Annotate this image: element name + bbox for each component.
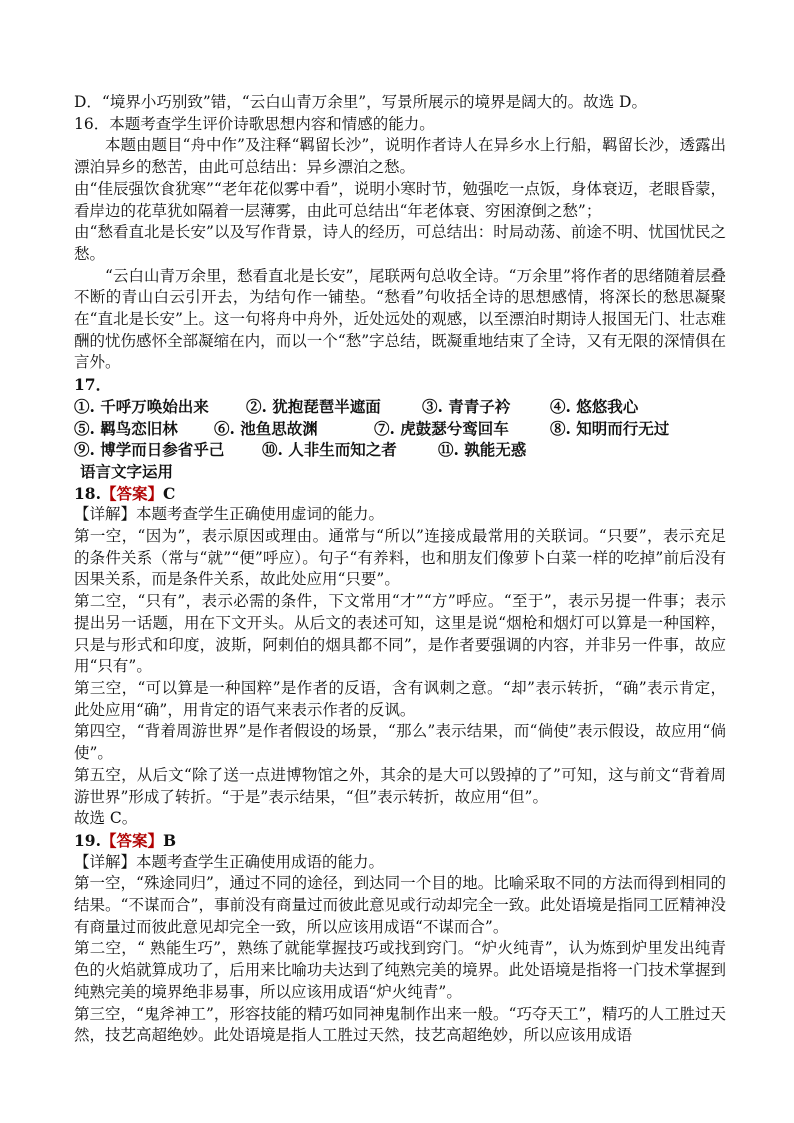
q17-answers-row-3 <box>74 439 726 461</box>
q18-answer-line <box>74 483 726 505</box>
q17-answer-5: ⑤. 羁鸟恋旧林 <box>74 418 178 438</box>
q17-answer-8: ⑧. 知明而行无过 <box>550 418 670 438</box>
q18-paragraph-5: 第五空，从后文“除了送一点进博物馆之外，其余的是大可以毁掉的了”可知，这与前文“背着周游世界”形成了转折。“于是”表示结果，“但”表示转折，故应用“但”。 <box>74 765 726 806</box>
q17-answer-9: ⑨. 博学而日参省乎己 <box>74 440 225 460</box>
q17-answer-2: ②. 犹抱琵琶半遮面 <box>246 396 381 416</box>
q17-answer-11: ⑪. 孰能无惑 <box>438 440 527 460</box>
q16-paragraph-1: 本题由题目“舟中作”及注释“羁留长沙”，说明作者诗人在异乡水上行船，羁留长沙，透露出漂泊异乡的愁苦，由此可总结出：异乡漂泊之愁。 <box>74 136 726 177</box>
document-page <box>74 92 726 1047</box>
q16-heading: 16．本题考查学生评价诗歌思想内容和情感的能力。 <box>74 114 435 133</box>
q16-paragraph-2: 由“佳辰强饮食犹寒”“老年花似雾中看”，说明小寒时节，勉强吃一点饭，身体衰迈，老眼昏蒙，看岸边的花草犹如隔着一层薄雾，由此可总结出“年老体衰、穷困潦倒之愁”； <box>74 179 726 220</box>
q17-answers-row-2 <box>74 418 726 440</box>
q17-answer-1: ①. 千呼万唤始出来 <box>74 396 209 416</box>
q17-answers-row-1 <box>74 396 726 418</box>
q15-option-d: D．“境界小巧别致”错，“云白山青万余里”，写景所展示的境界是阔大的。故选 D。 <box>74 93 647 111</box>
q18-paragraph-1: 第一空，“因为”，表示原因或理由。通常与“所以”连接成最常用的关联词。“只要”，表示充足的条件关系（常与“就”“便”呼应）。句子“有养料，也和朋友们像萝卜白菜一样的吃掉”前后没有因果关系，而是条件关系，故此处应用“只要”。 <box>74 527 726 589</box>
q18-paragraph-2: 第二空，“只有”，表示必需的条件，下文常用“才”“方”呼应。“至于”，表示另提一件事；表示提出另一话题，用在下文开头。从后文的表述可知，这里是说“烟枪和烟灯可以算是一种国粹，只是与形式和印度，波斯，阿剌伯的烟具都不同”，是作者要强调的内容，并非另一件事，故应用“只有”。 <box>74 592 726 676</box>
q18-number: 18. <box>74 483 101 503</box>
q18-paragraph-4: 第四空，“背着周游世界”是作者假设的场景，“那么”表示结果，而“倘使”表示假设，故应用“倘使”。 <box>74 722 726 763</box>
q17-answer-10: ⑩. 人非生而知之者 <box>262 440 397 460</box>
q19-paragraph-3: 第三空，“鬼斧神工”，形容技能的精巧如同神鬼制作出来一般。“巧夺天工”，精巧的人工胜过天然，技艺高超绝妙。此处语境是指人工胜过天然，技艺高超绝妙，所以应该用成语 <box>74 1004 726 1045</box>
q19-answer-line <box>74 830 726 852</box>
q18-detail-text: 本题考查学生正确使用虚词的能力。 <box>136 505 385 524</box>
q16-paragraph-4: “云白山青万余里，愁看直北是长安”，尾联两句总收全诗。“万余里”将作者的思绪随着层叠不断的青山白云引开去，为结句作一铺垫。“愁看”句收括全诗的思想感情，将深长的愁思凝聚在“直北是长安”上。这一句将舟中舟外，近处远处的观感，以至漂泊时期诗人报国无门、壮志难酬的忧伤感怀全部凝缩在内，而以一个“愁”字总结，既凝重地结束了全诗，又有无限的深情俱在言外。 <box>74 266 726 372</box>
q18-answer-value: C <box>162 483 176 503</box>
q18-detail-tag: 【详解】 <box>74 505 137 524</box>
q19-detail-text: 本题考查学生正确使用成语的能力。 <box>136 852 385 871</box>
q19-answer-value: B <box>162 830 177 850</box>
q19-number: 19. <box>74 830 101 850</box>
q19-answer-tag: 【答案】 <box>100 830 163 850</box>
q18-answer-tag: 【答案】 <box>100 483 163 503</box>
section-heading: 语言文字运用 <box>80 461 174 481</box>
q18-paragraph-3: 第三空，“可以算是一种国粹”是作者的反语，含有讽刺之意。“却”表示转折，“确”表示肯定，此处应用“确”，用肯定的语气来表示作者的反讽。 <box>74 678 726 719</box>
q17-answer-3: ③. 青青子衿 <box>422 396 511 416</box>
q16-paragraph-3: 由“愁看直北是长安”以及写作背景，诗人的经历，可总结出：时局动荡、前途不明、忧国忧民之愁。 <box>74 223 726 263</box>
q19-paragraph-1: 第一空，“殊途同归”，通过不同的途径，到达同一个目的地。比喻采取不同的方法而得到相同的结果。“不谋而合”，事前没有商量过而彼此意见或行动却完全一致。此处语境是指同工匠精神没有商量过而彼此意见却完全一致，所以应该用成语“不谋而合”。 <box>74 874 726 936</box>
q19-detail-tag: 【详解】 <box>74 852 137 871</box>
q17-answer-7: ⑦. 虎鼓瑟兮鸾回车 <box>374 418 509 438</box>
q17-answer-6: ⑥. 池鱼思故渊 <box>214 418 318 438</box>
q19-paragraph-2: 第二空，“ 熟能生巧”，熟练了就能掌握技巧或找到窍门。“炉火纯青”，认为炼到炉里发出纯青色的火焰就算成功了，后用来比喻功夫达到了纯熟完美的境界。此处语境是指将一门技术掌握到纯熟完美的境界绝非易事，所以应该用成语“炉火纯青”。 <box>74 939 726 1001</box>
q17-heading: 17． <box>74 375 112 395</box>
q19-detail-line <box>74 852 726 874</box>
q18-conclusion: 故选 C。 <box>74 809 138 828</box>
q18-detail-line <box>74 504 726 526</box>
q17-answer-4: ④. 悠悠我心 <box>550 396 639 416</box>
